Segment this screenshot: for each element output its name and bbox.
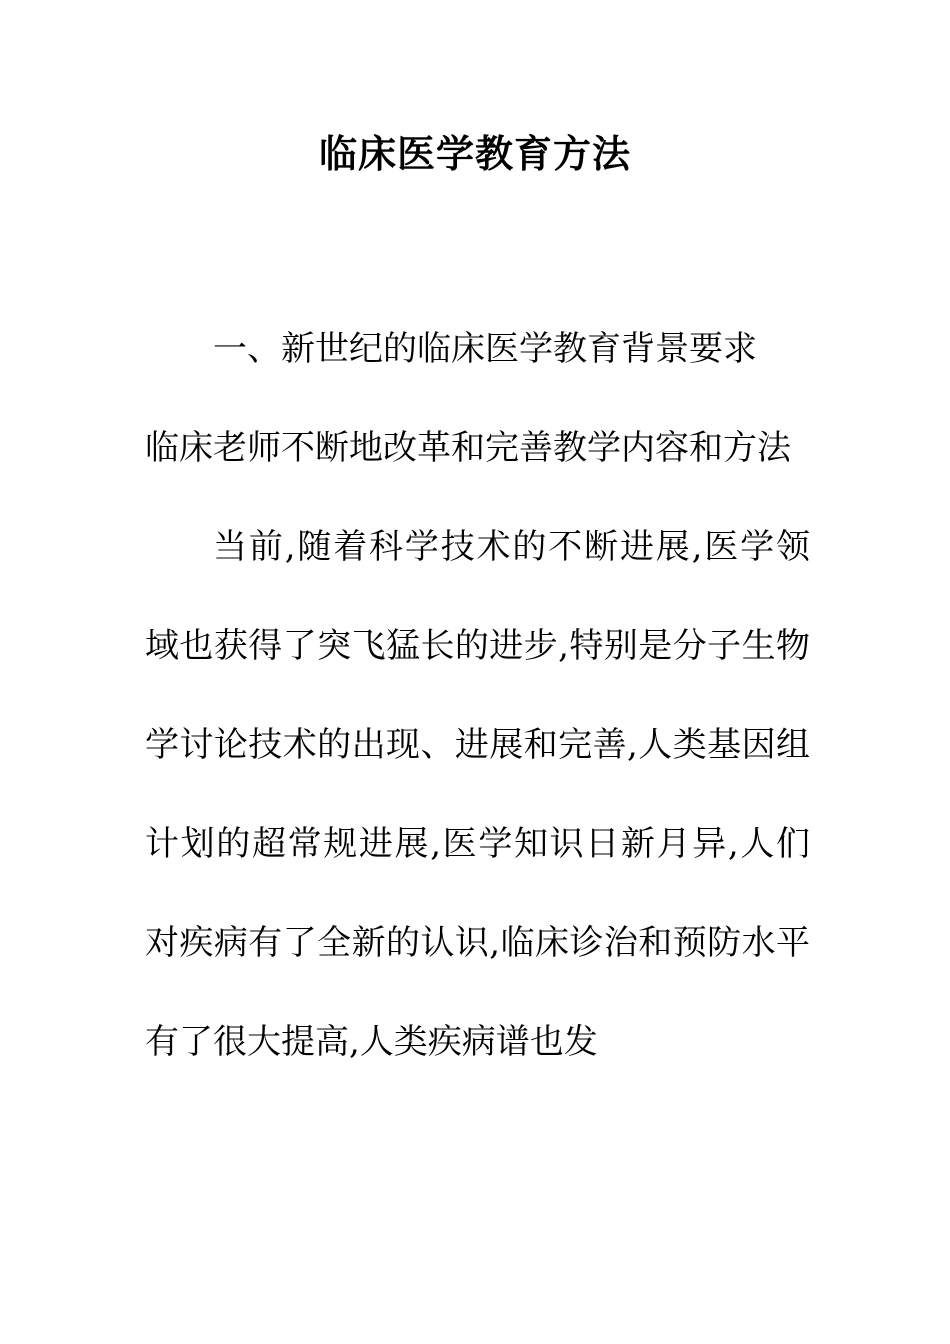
subheading: 临床老师不断地改革和完善教学内容和方法 bbox=[145, 428, 791, 468]
document-body bbox=[145, 300, 810, 1092]
section-heading: 一、新世纪的临床医学教育背景要求 bbox=[213, 329, 757, 369]
document-title: 临床医学教育方法 bbox=[318, 131, 631, 176]
body-paragraph: 当前,随着科学技术的不断进展,医学领域也获得了突飞猛长的进步,特别是分子生物学讨论技术的出现、进展和完善,人类基因组计划的超常规进展,医学知识日新月异,人们对疾病有了全新的认识,临床诊治和预防水平有了很大提高,人类疾病谱也发 bbox=[145, 527, 810, 1062]
